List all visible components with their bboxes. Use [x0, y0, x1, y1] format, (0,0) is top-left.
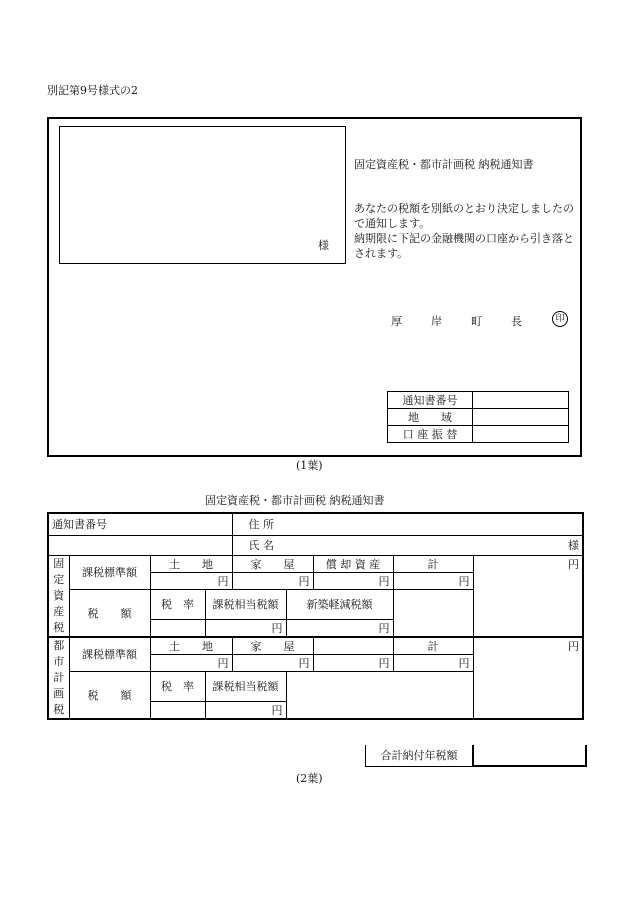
- city-planning-tax-label: 都 市 計 画 税: [48, 637, 69, 719]
- cp-tax-amount-label: 税 額: [69, 671, 150, 719]
- name-label: 氏 名: [248, 539, 274, 552]
- name-row: [232, 535, 583, 555]
- cp-rate-header: 税 率: [150, 671, 205, 701]
- cp-total-yen: 円: [393, 654, 473, 671]
- address-label: 住 所: [232, 513, 583, 535]
- cp-house-header: 家 屋: [232, 637, 313, 655]
- fa-total-header: 計: [393, 555, 473, 572]
- mayor-char: 長: [511, 315, 522, 328]
- notice-message: [354, 201, 580, 261]
- message-line-2: 納期限に下記の金融機関の口座から引き落とされます。: [354, 232, 574, 260]
- annual-total-table: [365, 745, 587, 767]
- region-label: 地 域: [388, 409, 473, 426]
- cp-tax-equiv-header: 課税相当税額: [205, 671, 286, 701]
- notice-title: 固定資産税・都市計画税 納税通知書: [354, 158, 534, 171]
- notice-number-value: [473, 392, 569, 409]
- fa-house-yen: 円: [232, 572, 313, 589]
- region-value: [473, 409, 569, 426]
- cp-land-header: 土 地: [150, 637, 232, 655]
- notice-number-label: 通知書番号: [388, 392, 473, 409]
- form-code: 別記第9号様式の2: [47, 84, 138, 97]
- fa-land-yen: 円: [150, 572, 232, 589]
- fa-reduction-yen: 円: [286, 619, 393, 637]
- cp-empty: [286, 671, 473, 719]
- fa-tax-total: 円: [473, 555, 583, 637]
- fa-tax-equiv-yen: 円: [205, 619, 286, 637]
- mayor-char: 岸: [431, 315, 442, 328]
- fa-rate-header: 税 率: [150, 589, 205, 619]
- fa-house-header: 家 屋: [232, 555, 313, 572]
- bank-transfer-value: [473, 426, 569, 443]
- annual-total-value: [473, 745, 586, 766]
- fa-tax-amount-label: 税 額: [69, 589, 150, 637]
- fa-total-yen: 円: [393, 572, 473, 589]
- sheet-caption-1: (1葉): [296, 459, 323, 472]
- seal-mark: 印: [552, 311, 568, 327]
- bank-transfer-label: 口 座 振 替: [388, 426, 473, 443]
- fa-depreciable-yen: 円: [313, 572, 393, 589]
- cp-tax-equiv-yen: 円: [205, 701, 286, 719]
- notice-no-label: 通知書番号: [48, 513, 232, 535]
- tax-detail-table: [47, 512, 584, 720]
- sheet2-title: 固定資産税・都市計画税 納税通知書: [205, 494, 385, 507]
- mayor-char: 町: [471, 315, 482, 328]
- cp-tax-total: 円: [473, 637, 583, 719]
- honorific: 様: [318, 239, 329, 252]
- fa-assessment-label: 課税標準額: [69, 555, 150, 589]
- fa-depreciable-header: 償 却 資 産: [313, 555, 393, 572]
- fa-land-header: 土 地: [150, 555, 232, 572]
- fa-rate-value: [150, 619, 205, 637]
- cp-house-yen: 円: [232, 654, 313, 671]
- cp-blank-yen: 円: [313, 654, 393, 671]
- address-window: [59, 126, 346, 264]
- sheet-caption-2: (2葉): [296, 772, 323, 785]
- cp-assessment-label: 課税標準額: [69, 637, 150, 672]
- fa-tax-equiv-header: 課税相当税額: [205, 589, 286, 619]
- cp-land-yen: 円: [150, 654, 232, 671]
- honorific-2: 様: [568, 539, 579, 552]
- fixed-asset-tax-label: 固 定 資 産 税: [48, 555, 69, 637]
- cp-blank-header: [313, 637, 393, 655]
- notice-info-table: [387, 391, 569, 443]
- cp-total-header: 計: [393, 637, 473, 655]
- mayor-char: 厚: [391, 315, 402, 328]
- annual-total-label: 合計納付年税額: [366, 745, 474, 766]
- fa-reduction-header: 新築軽減税額: [286, 589, 393, 619]
- message-line-1: あなたの税額を別紙のとおり決定しましたので通知します。: [354, 202, 574, 230]
- cp-rate-value: [150, 701, 205, 719]
- notice-no-value: [48, 535, 232, 555]
- mayor-name: [391, 313, 551, 329]
- fa-empty: [393, 589, 473, 637]
